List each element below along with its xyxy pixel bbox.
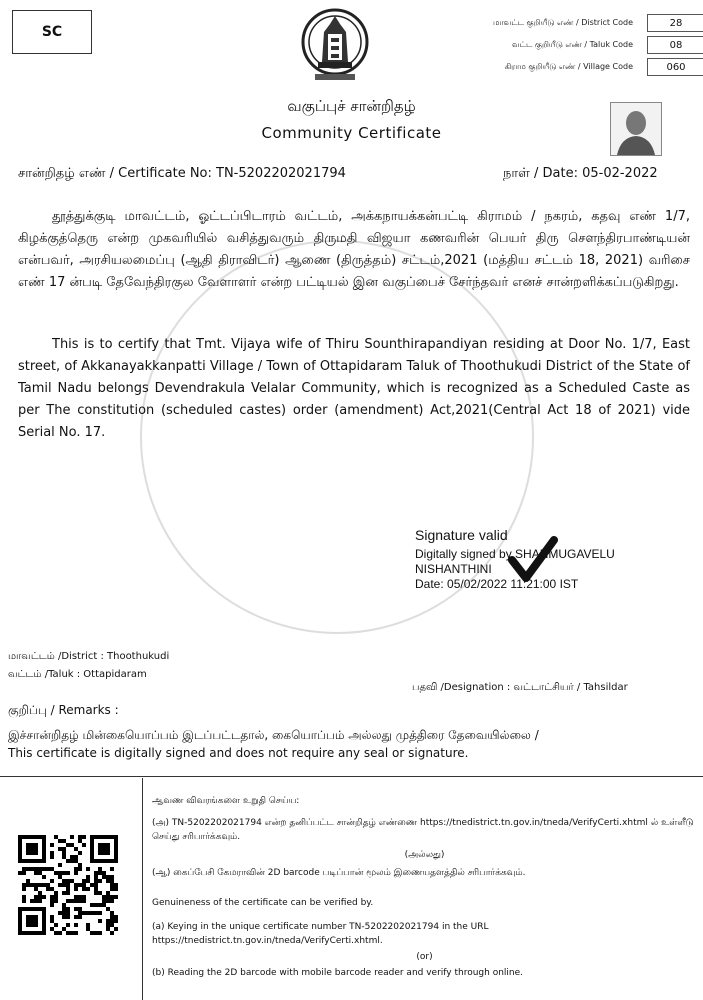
- verify-english-b: (b) Reading the 2D barcode with mobile barcode reader and verify through online.: [152, 968, 524, 978]
- designation-line: பதவி /Designation : வட்டாட்சியர் / Tahsildar: [412, 682, 628, 693]
- remarks-heading: குறிப்பு / Remarks :: [8, 703, 119, 717]
- code-table: [420, 12, 703, 78]
- footer-vertical-divider: [142, 778, 143, 1000]
- qr-code: [18, 835, 118, 935]
- verify-tamil-b: (ஆ) கைப்பேசி கேமராவின் 2D barcode படிப்பான் மூலம் இணையதளத்தில் சரிபார்க்கவும்.: [152, 868, 526, 878]
- remarks-block: [8, 726, 539, 762]
- person-photo-icon: [611, 103, 661, 155]
- district-code-value: 28: [647, 14, 703, 32]
- verify-english-heading: Genuineness of the certificate can be verified by.: [152, 898, 374, 908]
- title-tamil: வகுப்புச் சான்றிதழ்: [287, 97, 416, 115]
- signature-status: Signature valid: [415, 527, 508, 543]
- verify-tamil-heading: ஆவண விவரங்களை உறுதி செய்ய:: [152, 796, 300, 806]
- verify-tamil-or: (அல்லது): [404, 850, 445, 860]
- taluk-code-value: 08: [647, 36, 703, 54]
- remarks-tamil: இச்சான்றிதழ் மின்கையொப்பம் இடப்பட்டதால், கையொப்பம் அல்லது முத்திரை தேவையில்லை /: [8, 728, 539, 742]
- district-line: மாவட்டம் /District : Thoothukudi: [8, 651, 170, 662]
- village-code-row: [420, 56, 703, 78]
- verify-english-or: (or): [416, 952, 433, 962]
- signer-name: NISHANTHINI: [415, 562, 492, 576]
- location-block: [8, 648, 169, 684]
- district-code-row: [420, 12, 703, 34]
- checkmark-icon: [508, 534, 558, 586]
- category-box: SC: [12, 10, 92, 54]
- tamil-body-text: தூத்துக்குடி மாவட்டம், ஓட்டப்பிடாரம் வட்டம், அக்கநாயக்கன்பட்டி கிராமம் / நகரம், கதவு எண் 1/7, கிழக்குத்தெரு என்ற முகவரியில் வசித்துவரும் திருமதி விஜயா கணவரின் பெயர் திரு சௌந்திரபாண்டியன் என்பவர், அரசியலமைப்பு (ஆதி திராவிடர்) ஆணை (திருத்தம்) சட்டம்,2021 (மத்திய சட்டம் 18, 2021) வரிசை எண் 17 ன்படி தேவேந்திரகுல வேளாளர் என்ற பட்டியல் இன வகுப்பைச் சேர்ந்தவர் எனச் சான்றளிக்கப்படுகிறது.: [18, 209, 690, 290]
- remarks-english: This certificate is digitally signed and does not require any seal or signature.: [8, 746, 469, 760]
- english-body-paragraph: [18, 334, 690, 444]
- village-code-label: கிராம குறியீடு எண் / Village Code: [504, 62, 633, 71]
- certificate-date: நாள் / Date: 05-02-2022: [503, 166, 658, 181]
- tamil-body-paragraph: [18, 206, 690, 294]
- taluk-line: வட்டம் /Taluk : Ottapidaram: [8, 669, 147, 680]
- taluk-code-row: [420, 34, 703, 56]
- footer-divider: [0, 776, 703, 777]
- signed-by-line: Digitally signed by SHANMUGAVELU: [415, 547, 615, 561]
- title-english: Community Certificate: [261, 124, 442, 142]
- taluk-code-label: வட்ட குறியீடு எண் / Taluk Code: [511, 40, 633, 49]
- village-code-value: 060: [647, 58, 703, 76]
- district-code-label: மாவட்ட குறியீடு எண் / District Code: [493, 18, 633, 27]
- signature-date: Date: 05/02/2022 11:21:00 IST: [415, 577, 579, 591]
- verify-tamil-a: (அ) TN-5202202021794 என்ற தனிப்பட்ட சான்றிதழ் எண்ணை https://tnedistrict.tn.gov.in/tneda/VerifyCerti.xhtml ல் உள்ளீடு செய்து சரிபார்க்கவும்.: [152, 818, 694, 842]
- state-emblem-icon: [300, 4, 370, 86]
- certificate-number: சான்றிதழ் எண் / Certificate No: TN-5202202021794: [18, 166, 346, 181]
- verify-english-a: (a) Keying in the unique certificate number TN-5202202021794 in the URL https://tnedistrict.tn.gov.in/tneda/VerifyCerti.xhtml.: [152, 922, 489, 946]
- applicant-photo: [610, 102, 662, 156]
- english-body-text: This is to certify that Tmt. Vijaya wife of Thiru Sounthirapandiyan residing at Door No. 1/7, East street, of Akkanayakkanpatti Village / Town of Ottapidaram Taluk of Thoothukudi District of the State of Tamil Nadu belongs Devendrakula Velalar Community, which is recognized as a Scheduled Caste as per The constitution (scheduled castes) order (amendment) Act,2021(Central Act 18 of 2021) vide Serial No. 17.: [18, 337, 690, 440]
